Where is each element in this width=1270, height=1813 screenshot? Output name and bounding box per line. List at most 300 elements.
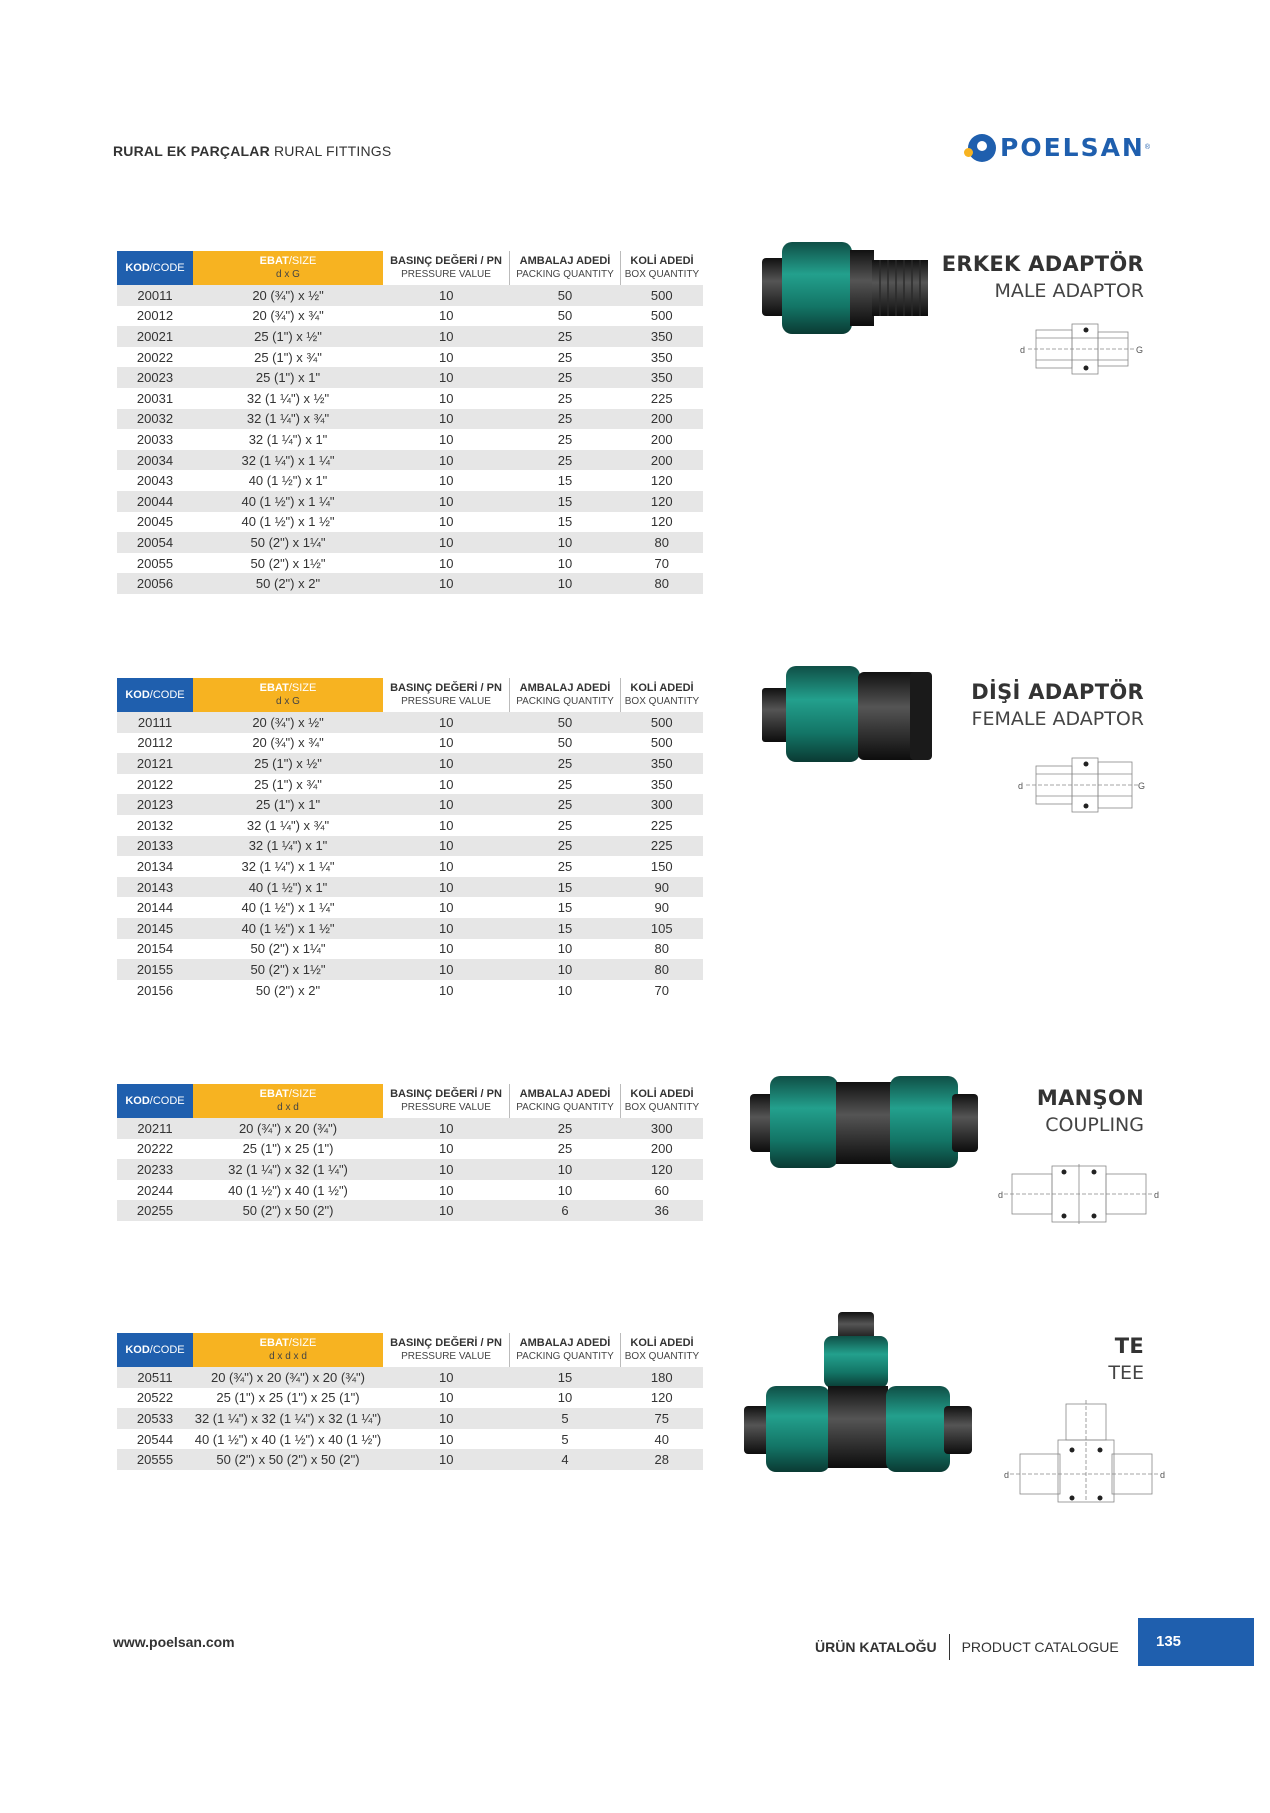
header-pressure: BASINÇ DEĞERİ / PN PRESSURE VALUE	[383, 251, 510, 285]
cell-code: 20133	[117, 836, 193, 857]
table-row	[117, 306, 703, 327]
cell-size: 32 (1 ¼") x ½"	[193, 388, 383, 409]
cell-code: 20143	[117, 877, 193, 898]
spec-table	[117, 1333, 703, 1470]
cell-box: 120	[621, 1159, 704, 1180]
header-title-tr: RURAL EK PARÇALAR	[113, 143, 270, 159]
cell-pressure: 10	[383, 1118, 510, 1139]
cell-size: 50 (2") x 50 (2") x 50 (2")	[193, 1449, 383, 1470]
cell-size: 50 (2") x 1½"	[193, 553, 383, 574]
table-row	[117, 836, 703, 857]
cell-box: 150	[621, 856, 704, 877]
cell-packing: 10	[510, 1159, 621, 1180]
header-packing: AMBALAJ ADEDİ PACKING QUANTITY	[510, 1084, 621, 1118]
cell-size: 20 (¾") x 20 (¾") x 20 (¾")	[193, 1367, 383, 1388]
product-name-en: MALE ADAPTOR	[994, 280, 1144, 302]
cell-pressure: 10	[383, 1200, 510, 1221]
cell-code: 20021	[117, 326, 193, 347]
cell-pressure: 10	[383, 450, 510, 471]
cell-pressure: 10	[383, 1429, 510, 1450]
cell-pressure: 10	[383, 794, 510, 815]
cell-packing: 10	[510, 573, 621, 594]
cell-code: 20031	[117, 388, 193, 409]
cell-size: 25 (1") x ½"	[193, 753, 383, 774]
cell-code: 20132	[117, 815, 193, 836]
table-row	[117, 367, 703, 388]
table-row	[117, 409, 703, 430]
cell-size: 20 (¾") x ¾"	[193, 306, 383, 327]
header-code: KOD/CODE	[117, 678, 193, 712]
cell-code: 20134	[117, 856, 193, 877]
table-row	[117, 285, 703, 306]
cell-box: 90	[621, 877, 704, 898]
product-title	[971, 680, 1144, 730]
cell-pressure: 10	[383, 470, 510, 491]
cell-code: 20233	[117, 1159, 193, 1180]
cell-code: 20121	[117, 753, 193, 774]
cell-code: 20112	[117, 733, 193, 754]
product-name-en: COUPLING	[1045, 1114, 1144, 1136]
cell-box: 225	[621, 388, 704, 409]
cell-packing: 25	[510, 753, 621, 774]
product-title	[1108, 1334, 1144, 1384]
cell-packing: 15	[510, 897, 621, 918]
cell-code: 20043	[117, 470, 193, 491]
product-name-tr: DİŞİ ADAPTÖR	[971, 680, 1144, 704]
cell-box: 500	[621, 306, 704, 327]
table-row	[117, 774, 703, 795]
cell-box: 350	[621, 326, 704, 347]
product-name-en: TEE	[1108, 1362, 1144, 1384]
page-header-title	[113, 143, 391, 159]
cell-box: 120	[621, 491, 704, 512]
cell-packing: 25	[510, 836, 621, 857]
cell-box: 80	[621, 959, 704, 980]
cell-size: 40 (1 ½") x 1 ¼"	[193, 491, 383, 512]
product-title	[1037, 1086, 1144, 1136]
table-row	[117, 573, 703, 594]
footer-divider	[949, 1634, 950, 1660]
cell-box: 105	[621, 918, 704, 939]
tee-drawing	[1000, 1398, 1170, 1516]
header-pressure: BASINÇ DEĞERİ / PN PRESSURE VALUE	[383, 1333, 510, 1367]
table-row	[117, 918, 703, 939]
table-row	[117, 856, 703, 877]
logo-registered: ®	[1144, 144, 1151, 151]
table-row	[117, 470, 703, 491]
cell-box: 350	[621, 753, 704, 774]
cell-packing: 10	[510, 1388, 621, 1409]
cell-code: 20022	[117, 347, 193, 368]
header-box: KOLİ ADEDİ BOX QUANTITY	[624, 682, 700, 707]
drawing-label-d: d	[1160, 1470, 1166, 1480]
cell-box: 350	[621, 347, 704, 368]
header-size: EBAT/SIZE d x G	[193, 251, 383, 285]
table-row	[117, 491, 703, 512]
cell-code: 20034	[117, 450, 193, 471]
cell-code: 20145	[117, 918, 193, 939]
cell-size: 32 (1 ¼") x 1"	[193, 429, 383, 450]
cell-packing: 50	[510, 712, 621, 733]
product-name-tr: MANŞON	[1036, 1086, 1144, 1110]
cell-code: 20511	[117, 1367, 193, 1388]
cell-size: 20 (¾") x ½"	[193, 712, 383, 733]
cell-pressure: 10	[383, 712, 510, 733]
cell-pressure: 10	[383, 815, 510, 836]
cell-box: 200	[621, 450, 704, 471]
cell-size: 50 (2") x 2"	[193, 980, 383, 1001]
cell-packing: 25	[510, 1118, 621, 1139]
header-code: KOD/CODE	[117, 1333, 193, 1367]
cell-code: 20211	[117, 1118, 193, 1139]
cell-box: 500	[621, 285, 704, 306]
table-row	[117, 553, 703, 574]
table-row	[117, 1159, 703, 1180]
cell-code: 20032	[117, 409, 193, 430]
cell-pressure: 10	[383, 1180, 510, 1201]
cell-size: 40 (1 ½") x 1"	[193, 470, 383, 491]
header-packing: AMBALAJ ADEDİ PACKING QUANTITY	[510, 1333, 621, 1367]
cell-pressure: 10	[383, 733, 510, 754]
header-box: KOLİ ADEDİ BOX QUANTITY	[624, 255, 700, 280]
cell-size: 40 (1 ½") x 40 (1 ½") x 40 (1 ½")	[193, 1429, 383, 1450]
cell-code: 20222	[117, 1139, 193, 1160]
cell-packing: 15	[510, 877, 621, 898]
cell-packing: 15	[510, 512, 621, 533]
table-row	[117, 1180, 703, 1201]
cell-packing: 15	[510, 470, 621, 491]
cell-size: 25 (1") x ¾"	[193, 347, 383, 368]
spec-table	[117, 1084, 703, 1221]
cell-pressure: 10	[383, 918, 510, 939]
header-code: KOD/CODE	[117, 251, 193, 285]
cell-size: 25 (1") x 1"	[193, 367, 383, 388]
table-row	[117, 326, 703, 347]
cell-pressure: 10	[383, 1449, 510, 1470]
cell-size: 32 (1 ¼") x 1 ¼"	[193, 450, 383, 471]
cell-packing: 25	[510, 774, 621, 795]
tee-photo	[742, 1310, 974, 1474]
table-row	[117, 1367, 703, 1388]
cell-packing: 50	[510, 306, 621, 327]
cell-box: 225	[621, 815, 704, 836]
footer-website[interactable]: www.poelsan.com	[113, 1634, 235, 1650]
table-row	[117, 753, 703, 774]
cell-size: 25 (1") x ½"	[193, 326, 383, 347]
cell-box: 70	[621, 553, 704, 574]
table-row	[117, 712, 703, 733]
cell-size: 32 (1 ¼") x ¾"	[193, 409, 383, 430]
cell-packing: 25	[510, 815, 621, 836]
cell-box: 200	[621, 1139, 704, 1160]
drawing-label-d: d	[1018, 781, 1024, 791]
poelsan-logo	[968, 133, 1150, 162]
cell-pressure: 10	[383, 409, 510, 430]
cell-pressure: 10	[383, 877, 510, 898]
header-code: KOD/CODE	[117, 1084, 193, 1118]
header-packing: AMBALAJ ADEDİ PACKING QUANTITY	[510, 678, 621, 712]
cell-code: 20533	[117, 1408, 193, 1429]
cell-box: 120	[621, 1388, 704, 1409]
coupling-drawing	[994, 1160, 1164, 1228]
cell-code: 20011	[117, 285, 193, 306]
cell-size: 50 (2") x 1¼"	[193, 532, 383, 553]
cell-box: 120	[621, 470, 704, 491]
cell-code: 20154	[117, 939, 193, 960]
cell-packing: 25	[510, 429, 621, 450]
table-row	[117, 1388, 703, 1409]
table-row	[117, 388, 703, 409]
product-name-tr: TE	[1114, 1334, 1144, 1358]
cell-size: 20 (¾") x ½"	[193, 285, 383, 306]
cell-size: 40 (1 ½") x 1 ½"	[193, 512, 383, 533]
product-name-tr: ERKEK ADAPTÖR	[941, 252, 1144, 276]
header-pressure: BASINÇ DEĞERİ / PN PRESSURE VALUE	[383, 678, 510, 712]
cell-packing: 5	[510, 1429, 621, 1450]
cell-size: 32 (1 ¼") x 1"	[193, 836, 383, 857]
drawing-label-d: d	[998, 1190, 1004, 1200]
cell-code: 20522	[117, 1388, 193, 1409]
table-row	[117, 1200, 703, 1221]
cell-packing: 10	[510, 939, 621, 960]
cell-size: 40 (1 ½") x 1 ¼"	[193, 897, 383, 918]
cell-pressure: 10	[383, 429, 510, 450]
cell-code: 20255	[117, 1200, 193, 1221]
drawing-label-d: d	[1154, 1190, 1160, 1200]
cell-packing: 10	[510, 980, 621, 1001]
cell-box: 28	[621, 1449, 704, 1470]
female-adaptor-photo	[760, 662, 935, 770]
cell-code: 20122	[117, 774, 193, 795]
cell-box: 90	[621, 897, 704, 918]
cell-code: 20156	[117, 980, 193, 1001]
cell-size: 20 (¾") x ¾"	[193, 733, 383, 754]
cell-pressure: 10	[383, 753, 510, 774]
cell-box: 80	[621, 532, 704, 553]
cell-code: 20155	[117, 959, 193, 980]
cell-size: 50 (2") x 1½"	[193, 959, 383, 980]
product-title	[942, 252, 1144, 302]
cell-size: 50 (2") x 50 (2")	[193, 1200, 383, 1221]
cell-pressure: 10	[383, 512, 510, 533]
cell-packing: 15	[510, 1367, 621, 1388]
footer-catalog	[815, 1634, 1119, 1660]
table-row	[117, 959, 703, 980]
table-row	[117, 794, 703, 815]
table-row	[117, 897, 703, 918]
cell-size: 32 (1 ¼") x ¾"	[193, 815, 383, 836]
cell-code: 20244	[117, 1180, 193, 1201]
cell-box: 350	[621, 367, 704, 388]
cell-packing: 25	[510, 794, 621, 815]
header-pressure: BASINÇ DEĞERİ / PN PRESSURE VALUE	[383, 1084, 510, 1118]
cell-code: 20111	[117, 712, 193, 733]
drawing-label-G: G	[1136, 345, 1144, 355]
cell-packing: 25	[510, 326, 621, 347]
cell-box: 225	[621, 836, 704, 857]
cell-size: 25 (1") x 1"	[193, 794, 383, 815]
cell-pressure: 10	[383, 1367, 510, 1388]
cell-size: 32 (1 ¼") x 32 (1 ¼") x 32 (1 ¼")	[193, 1408, 383, 1429]
cell-code: 20045	[117, 512, 193, 533]
cell-box: 200	[621, 409, 704, 430]
cell-packing: 25	[510, 367, 621, 388]
coupling-photo	[748, 1072, 980, 1172]
cell-code: 20054	[117, 532, 193, 553]
cell-pressure: 10	[383, 326, 510, 347]
cell-pressure: 10	[383, 856, 510, 877]
cell-packing: 15	[510, 918, 621, 939]
table-header-row	[117, 1333, 703, 1367]
cell-pressure: 10	[383, 532, 510, 553]
cell-pressure: 10	[383, 836, 510, 857]
footer-catalog-en: PRODUCT CATALOGUE	[961, 1639, 1119, 1655]
table-row	[117, 733, 703, 754]
cell-size: 25 (1") x 25 (1")	[193, 1139, 383, 1160]
cell-box: 75	[621, 1408, 704, 1429]
cell-box: 36	[621, 1200, 704, 1221]
cell-pressure: 10	[383, 491, 510, 512]
table-row	[117, 429, 703, 450]
drawing-label-d: d	[1004, 1470, 1010, 1480]
cell-size: 40 (1 ½") x 40 (1 ½")	[193, 1180, 383, 1201]
header-title-en: RURAL FITTINGS	[273, 143, 392, 159]
table-row	[117, 512, 703, 533]
cell-size: 20 (¾") x 20 (¾")	[193, 1118, 383, 1139]
cell-code: 20033	[117, 429, 193, 450]
drawing-label-d: d	[1020, 345, 1026, 355]
male-adaptor-drawing	[1018, 318, 1146, 380]
cell-box: 180	[621, 1367, 704, 1388]
spec-table	[117, 251, 703, 594]
logo-text: POELSAN	[1000, 133, 1145, 162]
cell-packing: 5	[510, 1408, 621, 1429]
cell-pressure: 10	[383, 573, 510, 594]
cell-box: 80	[621, 939, 704, 960]
cell-box: 500	[621, 712, 704, 733]
drawing-label-G: G	[1138, 781, 1146, 791]
cell-packing: 10	[510, 553, 621, 574]
cell-code: 20555	[117, 1449, 193, 1470]
cell-pressure: 10	[383, 980, 510, 1001]
cell-box: 40	[621, 1429, 704, 1450]
cell-size: 40 (1 ½") x 1"	[193, 877, 383, 898]
header-size: EBAT/SIZE d x d	[193, 1084, 383, 1118]
page-number-box	[1138, 1618, 1254, 1666]
cell-pressure: 10	[383, 1159, 510, 1180]
cell-packing: 25	[510, 347, 621, 368]
cell-pressure: 10	[383, 388, 510, 409]
table-header-row	[117, 1084, 703, 1118]
male-adaptor-photo	[760, 238, 932, 338]
cell-pressure: 10	[383, 939, 510, 960]
cell-size: 40 (1 ½") x 1 ½"	[193, 918, 383, 939]
cell-box: 300	[621, 1118, 704, 1139]
cell-size: 32 (1 ¼") x 1 ¼"	[193, 856, 383, 877]
table-row	[117, 1139, 703, 1160]
cell-box: 350	[621, 774, 704, 795]
cell-pressure: 10	[383, 1388, 510, 1409]
table-row	[117, 939, 703, 960]
cell-pressure: 10	[383, 347, 510, 368]
table-row	[117, 347, 703, 368]
cell-pressure: 10	[383, 774, 510, 795]
cell-box: 500	[621, 733, 704, 754]
header-size: EBAT/SIZE d x G	[193, 678, 383, 712]
cell-size: 50 (2") x 2"	[193, 573, 383, 594]
cell-pressure: 10	[383, 285, 510, 306]
female-adaptor-drawing	[1014, 752, 1148, 818]
cell-packing: 25	[510, 1139, 621, 1160]
cell-box: 200	[621, 429, 704, 450]
cell-pressure: 10	[383, 553, 510, 574]
cell-pressure: 10	[383, 1408, 510, 1429]
cell-size: 25 (1") x ¾"	[193, 774, 383, 795]
cell-pressure: 10	[383, 306, 510, 327]
cell-packing: 50	[510, 733, 621, 754]
cell-packing: 4	[510, 1449, 621, 1470]
cell-packing: 25	[510, 856, 621, 877]
cell-pressure: 10	[383, 959, 510, 980]
cell-code: 20055	[117, 553, 193, 574]
cell-pressure: 10	[383, 367, 510, 388]
cell-code: 20056	[117, 573, 193, 594]
cell-box: 70	[621, 980, 704, 1001]
spec-table	[117, 678, 703, 1000]
table-row	[117, 532, 703, 553]
cell-size: 50 (2") x 1¼"	[193, 939, 383, 960]
cell-box: 60	[621, 1180, 704, 1201]
cell-code: 20044	[117, 491, 193, 512]
cell-box: 120	[621, 512, 704, 533]
page-number: 135	[1156, 1633, 1182, 1650]
table-row	[117, 450, 703, 471]
cell-packing: 25	[510, 450, 621, 471]
footer-catalog-tr: ÜRÜN KATALOĞU	[815, 1639, 937, 1655]
cell-packing: 25	[510, 388, 621, 409]
header-box: KOLİ ADEDİ BOX QUANTITY	[624, 1088, 700, 1113]
table-header-row	[117, 678, 703, 712]
logo-mark-icon	[968, 134, 996, 162]
cell-packing: 50	[510, 285, 621, 306]
cell-size: 25 (1") x 25 (1") x 25 (1")	[193, 1388, 383, 1409]
table-header-row	[117, 251, 703, 285]
cell-code: 20544	[117, 1429, 193, 1450]
cell-code: 20123	[117, 794, 193, 815]
cell-box: 300	[621, 794, 704, 815]
header-box: KOLİ ADEDİ BOX QUANTITY	[624, 1337, 700, 1362]
cell-pressure: 10	[383, 897, 510, 918]
table-row	[117, 1408, 703, 1429]
cell-packing: 10	[510, 1180, 621, 1201]
product-name-en: FEMALE ADAPTOR	[971, 708, 1144, 730]
table-row	[117, 1429, 703, 1450]
table-row	[117, 815, 703, 836]
table-row	[117, 980, 703, 1001]
cell-pressure: 10	[383, 1139, 510, 1160]
cell-packing: 25	[510, 409, 621, 430]
cell-packing: 6	[510, 1200, 621, 1221]
cell-packing: 15	[510, 491, 621, 512]
table-row	[117, 877, 703, 898]
cell-packing: 10	[510, 532, 621, 553]
cell-code: 20144	[117, 897, 193, 918]
cell-packing: 10	[510, 959, 621, 980]
header-packing: AMBALAJ ADEDİ PACKING QUANTITY	[510, 251, 621, 285]
table-row	[117, 1449, 703, 1470]
cell-size: 32 (1 ¼") x 32 (1 ¼")	[193, 1159, 383, 1180]
cell-code: 20023	[117, 367, 193, 388]
